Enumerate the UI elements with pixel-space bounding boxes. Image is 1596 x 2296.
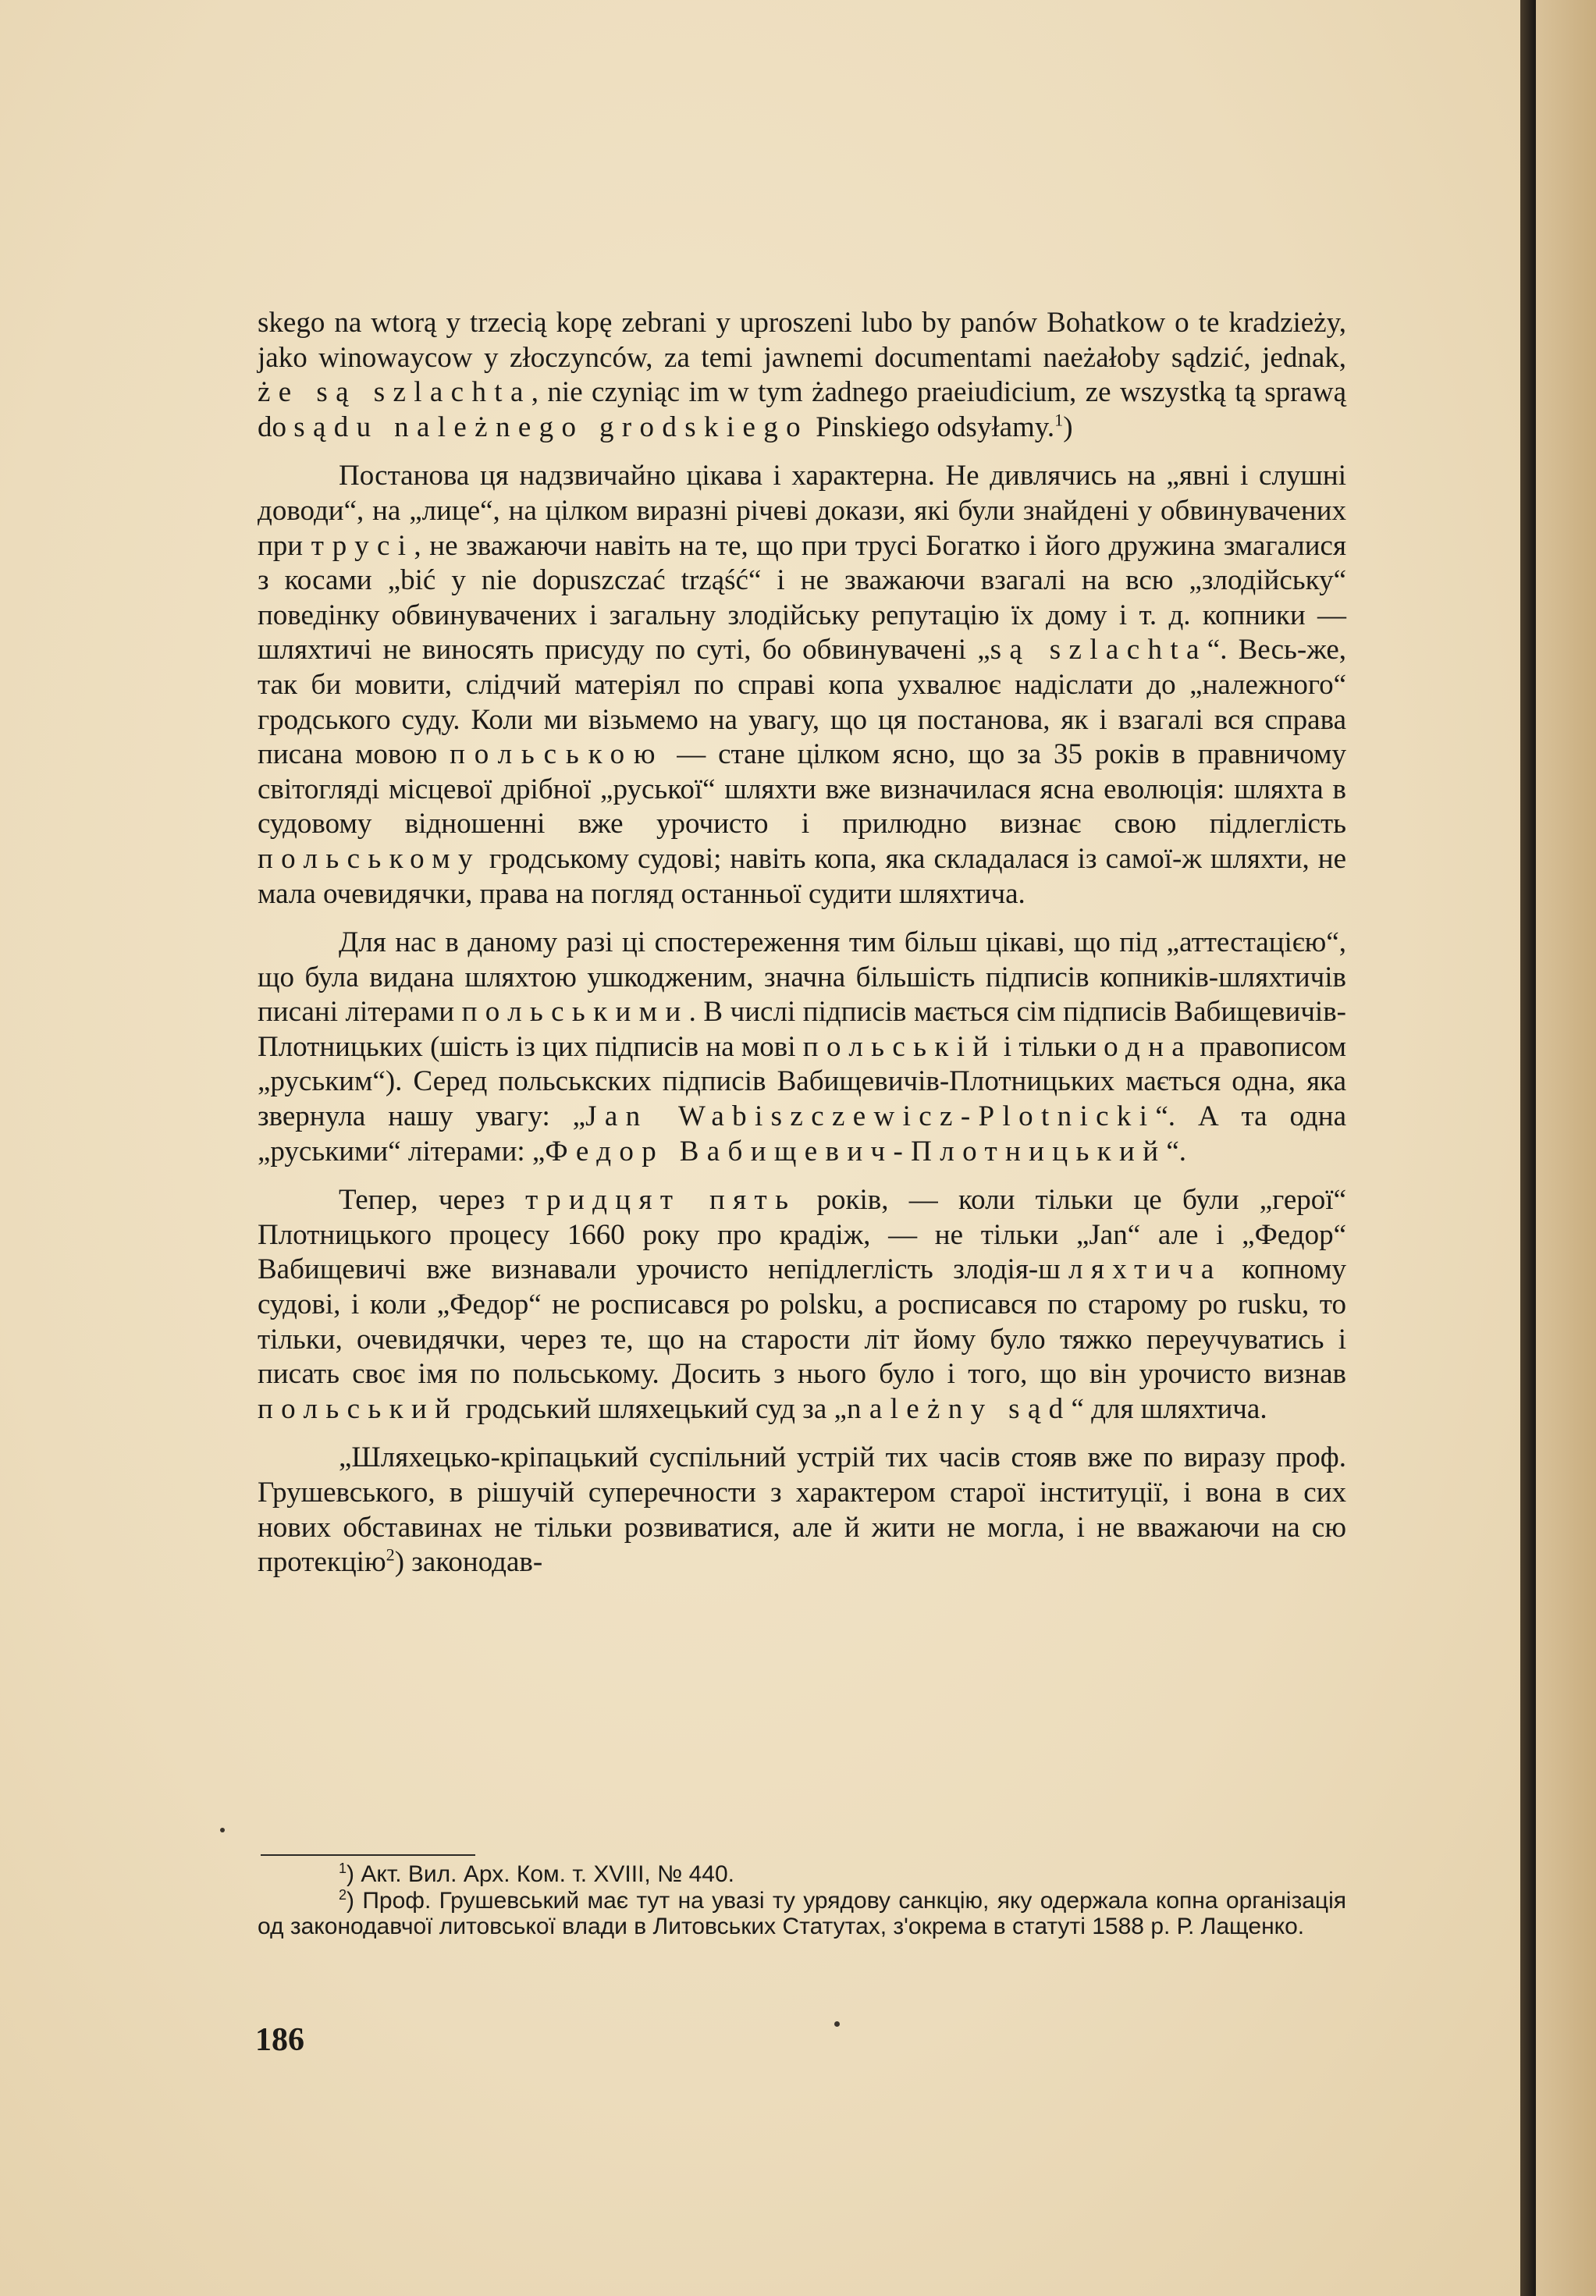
emphasis-spaced: Jan Wabiszczewicz-Plotnicki: [585, 1100, 1156, 1133]
paragraph: Тепер, через тридцят пять років, — коли тільки це були „герої“ Плотницького процесу 1660 року про крадіж, — не тільки „Jan“ але і „Федор“ Вабищевичі вже визнавали урочисто непідлеглість злодія-шляхтича копному судові, і коли „Федор“ не росписався po polsku, а росписався по старому po rusku, то тільки, очевидячки, через те, що на старости літ йому було тяжко переучуватись і писать своє імя по польському. Досить з нього було і того, що він урочисто визнав польський гродський шляхецький суд за „należny sąd“ для шляхтича.: [258, 1184, 1346, 1425]
paragraph: Постанова ця надзвичайно цікава і характерна. Не дивлячись на „явні і слушні доводи“, на „лице“, на цілком виразні річеві докази, які були знайдені у обвинувачених при трусі, не зважаючи навіть на те, що при трусі Богатко і його дружина змагалися з косами „bić y nie dopuszczać trząść“ і не зважаючи взагалі на всю „злодійську“ поведінку обвинувачених і загальну злодійську репутацію їх дому і т. д. копники — шляхтичі не виносять присуду по суті, бо обвинувачені „są szlachta“. Весь-же, так би мовити, слідчий матеріял по справі копа ухвалює надіслати до „належного“ гродського суду. Коли ми візьмемо на увагу, що ця постанова, як і взагалі вся справа писана мовою польською — стане цілком ясно, що за 35 років в правничому світогляді місцевої дрібної „руської“ шляхти вже визначилася ясна еволюція: шляхта в судовому відношенні вже урочисто і прилюдно визнає свою підлеглість польському гродському судові; навіть копа, яка складалася із самої-ж шляхти, не мала очевидячки, права на погляд останньої судити шляхтича.: [258, 460, 1347, 910]
emphasis-spaced: należny sąd: [846, 1392, 1072, 1425]
footnotes: [258, 1861, 1346, 1940]
next-page-edge: [1536, 0, 1596, 2296]
emphasis-spaced: są szlachta: [990, 634, 1207, 666]
emphasis-spaced: польською: [450, 738, 665, 771]
emphasis-spaced: тридцят пять: [525, 1184, 797, 1217]
emphasis-spaced: że są szlachta: [258, 376, 531, 409]
emphasis-spaced: трусі: [311, 529, 414, 562]
footnote-ref: 2: [386, 1544, 395, 1565]
print-speck: [220, 1828, 225, 1832]
footnote-mark: 2: [339, 1886, 347, 1903]
footnote-divider: [261, 1854, 475, 1856]
emphasis-spaced: польськими: [461, 996, 689, 1029]
footnote: $^1$) Акт. Вил. Арх. Ком. т. XVIII, № 440.: [339, 1861, 735, 1887]
page-number: 186: [255, 2022, 304, 2058]
footnote-mark: 1: [339, 1861, 347, 1876]
paragraph: „Шляхецько-кріпацький суспільний устрій тих часів стояв вже по виразу проф. Грушевського, в рішучій суперечности з характером старої інституції, і вона в сих нових обставинах не тільки розвиватися, але й жити не могла, і не вважаючи на сю протекцію$^2$) законодав-: [258, 1441, 1346, 1579]
footnote: $^2$) Проф. Грушевський має тут на увазі ту урядову санкцію, яку одержала копна організація од законодавчої литовської влади в Литовських Статутах, з'окрема в статуті 1588 р. Р. Лащенко.: [258, 1886, 1346, 1939]
print-speck: [834, 2021, 840, 2027]
footnote-ref: 1: [1054, 410, 1064, 430]
emphasis-spaced: польській: [802, 1030, 997, 1063]
paragraph: Для нас в даному разі ці спостереження тим більш цікаві, що під „аттестацією“, що була видана шляхтою ушкодженим, значна більшість підписів копників-шляхтичів писані літерами польськими. В числі підписів мається сім підписів Вабищевичів-Плотницьких (шість із цих підписів на мові польській і тільки одна правописом „руським“). Серед польськских підписів Вабищевичів-Плотницьких мається одна, яка звернула нашу увагу: „Jan Wabiszczewicz-Plotnicki“. А та одна „руськими“ літерами: „Федор Вабищевич-Плотницький“.: [258, 926, 1347, 1168]
emphasis-spaced: Федор Вабищевич-Плотницький: [545, 1135, 1167, 1168]
emphasis-spaced: шляхтича: [1038, 1253, 1222, 1286]
emphasis-spaced: польському: [258, 842, 481, 875]
emphasis-spaced: одна: [1104, 1030, 1193, 1063]
paragraph-polish-quote: skego na wtorą y trzecią kopę zebrani y uproszeni lubo by panów Bohatkow o te kradzieży, jako winowaycow y złoczynców, za temi jawnemi documentami naeżałoby sądzić, jednak, że są szlachta, nie czyniąc im w tym żadnego praeiudicium, ze wszystką tą sprawą do sądu należnego grodskiego Pinskiego odsyłamy.$^1$): [258, 307, 1346, 443]
emphasis-spaced: польський: [258, 1392, 459, 1425]
emphasis-spaced: sądu należnego grodskiego: [293, 411, 809, 443]
body-text: [258, 306, 1346, 1580]
